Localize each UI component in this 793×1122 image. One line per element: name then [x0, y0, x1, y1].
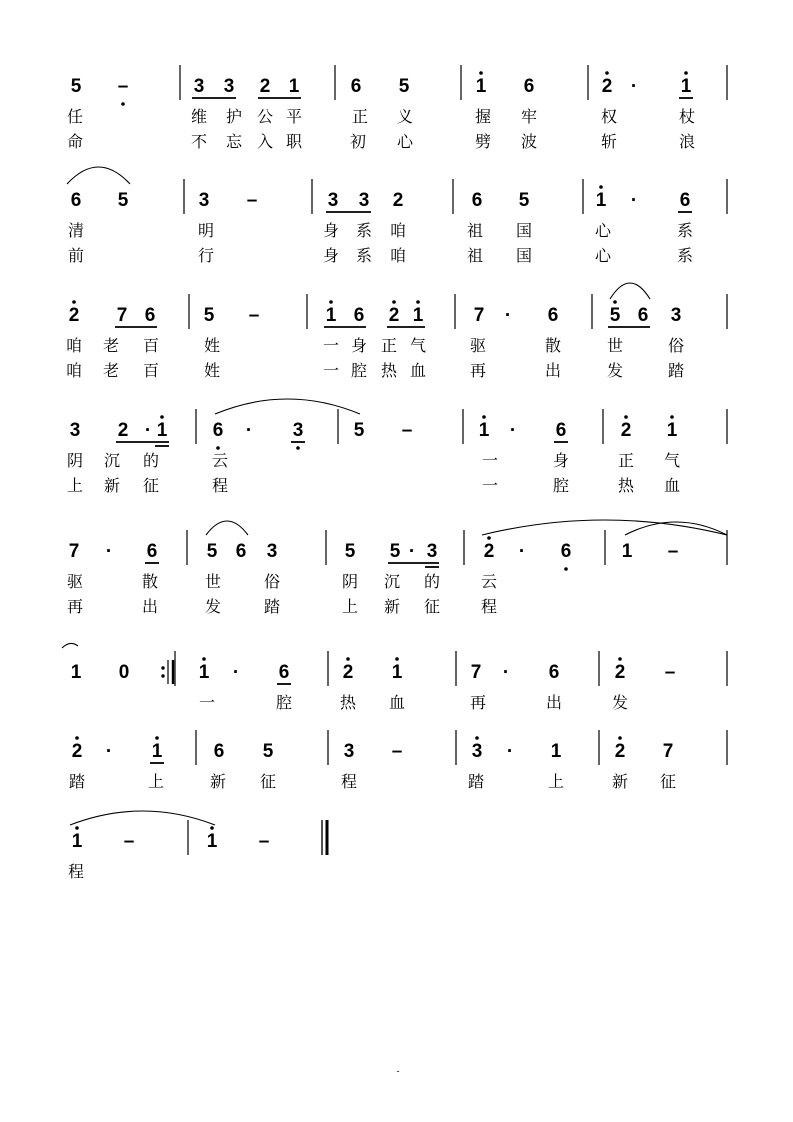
note-symbol: 6 [637, 305, 649, 326]
note-symbol: 6 [70, 190, 82, 211]
octave-dot-above [684, 71, 688, 75]
lyric-char: 再 [66, 597, 84, 616]
lyric-char: 热 [617, 476, 635, 495]
note-symbol: 3 [193, 76, 205, 97]
note-symbol: 3 [223, 76, 235, 97]
repeat-dot [161, 674, 164, 677]
note-symbol: 2 [259, 76, 271, 97]
note-symbol: 1 [666, 420, 678, 441]
note-symbol: 3 [670, 305, 682, 326]
lyric-char: 任 [66, 107, 84, 126]
note-symbol: 6 [212, 420, 224, 441]
note-symbol: 5 [70, 76, 82, 97]
octave-dot-above [155, 736, 159, 740]
note-symbol: 6 [555, 420, 567, 441]
lyric-char: 征 [142, 476, 160, 495]
lyric-char: 系 [676, 246, 694, 265]
octave-dot-below [216, 446, 220, 450]
note-symbol: 5 [518, 190, 530, 211]
lyric-char: 驱 [66, 572, 84, 591]
note-symbol: 6 [679, 190, 691, 211]
note-symbol: 1 [206, 831, 218, 852]
octave-dot-above [624, 415, 628, 419]
lyric-char: 云 [211, 451, 229, 470]
lyric-char: 血 [409, 361, 427, 380]
lyric-char: 不 [190, 132, 208, 151]
lyric-char: 阴 [66, 451, 84, 470]
note-symbol: 1 [680, 76, 692, 97]
octave-dot-above [160, 415, 164, 419]
octave-dot-above [482, 415, 486, 419]
note-symbol: 2 [117, 420, 129, 441]
lyric-char: 腔 [350, 361, 368, 380]
note-symbol: 3 [69, 420, 81, 441]
lyric-char: 公 [256, 107, 274, 126]
lyric-char: 初 [349, 132, 367, 151]
note-symbol: – [248, 305, 260, 326]
lyric-char: 沉 [103, 451, 121, 470]
lyric-char: 腔 [552, 476, 570, 495]
note-symbol: 1 [288, 76, 300, 97]
notes-layer [66, 76, 692, 852]
note-symbol: 5 [353, 420, 365, 441]
slur [206, 521, 248, 535]
note-symbol: 1 [595, 190, 607, 211]
note-symbol: · [630, 190, 638, 211]
lyric-char: 驱 [469, 336, 487, 355]
lyric-char: 发 [611, 693, 629, 712]
note-symbol: 1 [621, 541, 633, 562]
lyric-char: 程 [211, 476, 229, 495]
lyric-char: 前 [67, 246, 85, 265]
note-symbol: – [246, 190, 258, 211]
note-symbol: 2 [71, 741, 83, 762]
lyric-char: 咱 [389, 221, 407, 240]
note-symbol: 3 [426, 541, 438, 562]
note-symbol: 3 [198, 190, 210, 211]
note-symbol: 3 [327, 190, 339, 211]
lyric-char: 心 [594, 221, 612, 240]
tie-continuation [62, 643, 78, 648]
slur [625, 522, 727, 535]
note-symbol: 1 [550, 741, 562, 762]
octave-dot-above [72, 300, 76, 304]
lyric-char: 百 [142, 336, 160, 355]
lyric-char: 再 [469, 361, 487, 380]
lyric-char: 一 [481, 476, 499, 495]
page-number: - [396, 1066, 400, 1076]
lyric-char: 正 [380, 336, 398, 355]
note-symbol: 5 [398, 76, 410, 97]
lyric-char: 血 [388, 693, 406, 712]
note-symbol: 5 [203, 305, 215, 326]
note-symbol: · [630, 76, 638, 97]
octave-dot-above [346, 657, 350, 661]
lyric-char: 一 [322, 361, 340, 380]
lyric-char: 世 [606, 336, 624, 355]
note-symbol: 6 [547, 305, 559, 326]
note-symbol: – [391, 741, 403, 762]
lyric-char: 姓 [203, 336, 221, 355]
lyric-char: 征 [423, 597, 441, 616]
lyric-char: 新 [383, 597, 401, 616]
note-symbol: 6 [144, 305, 156, 326]
lyric-char: 踏 [467, 772, 485, 791]
lyric-char: 系 [355, 221, 373, 240]
lyric-char: 祖 [466, 221, 484, 240]
lyric-char: 国 [515, 246, 533, 265]
note-symbol: 2 [601, 76, 613, 97]
lyric-char: 劈 [474, 132, 492, 151]
octave-dot-above [475, 736, 479, 740]
lyric-char: 咱 [389, 246, 407, 265]
octave-dot-above [210, 826, 214, 830]
lyric-char: 波 [520, 132, 538, 151]
octave-dot-above [618, 657, 622, 661]
lyric-char: 国 [515, 221, 533, 240]
repeat-dot [161, 666, 164, 669]
note-symbol: – [401, 420, 413, 441]
octave-dot-above [670, 415, 674, 419]
note-symbol: 5 [609, 305, 621, 326]
note-symbol: 1 [325, 305, 337, 326]
note-symbol: – [117, 76, 129, 97]
note-symbol: 5 [117, 190, 129, 211]
lyric-char: 身 [322, 221, 340, 240]
lyric-char: 俗 [667, 336, 685, 355]
octave-dot-above [202, 657, 206, 661]
lyric-char: 热 [380, 361, 398, 380]
note-symbol: 6 [548, 662, 560, 683]
lyric-char: 一 [481, 451, 499, 470]
octave-dot-above [487, 536, 491, 540]
note-symbol: 3 [343, 741, 355, 762]
lyric-char: 新 [209, 772, 227, 791]
lyric-char: 腔 [275, 693, 293, 712]
lyric-char: 咱 [65, 336, 83, 355]
lyric-char: 出 [141, 597, 159, 616]
lyric-char: 一 [322, 336, 340, 355]
note-symbol: 5 [389, 541, 401, 562]
note-symbol: 3 [358, 190, 370, 211]
octave-dot-above [75, 736, 79, 740]
lyric-char: 的 [142, 451, 160, 470]
lyric-char: 上 [147, 772, 165, 791]
lyric-char: 俗 [263, 572, 281, 591]
note-symbol: 6 [560, 541, 572, 562]
slur [67, 167, 130, 184]
note-symbol: 2 [614, 741, 626, 762]
note-symbol: – [258, 831, 270, 852]
note-symbol: 2 [68, 305, 80, 326]
note-symbol: 3 [266, 541, 278, 562]
lyric-char: 血 [663, 476, 681, 495]
octave-dot-above [479, 71, 483, 75]
note-symbol: – [664, 662, 676, 683]
lyric-char: 老 [102, 361, 120, 380]
lyric-char: 阴 [341, 572, 359, 591]
octave-dot-above [392, 300, 396, 304]
note-symbol: 1 [391, 662, 403, 683]
lyric-char: 云 [480, 572, 498, 591]
slur [610, 283, 650, 299]
note-symbol: 1 [156, 420, 168, 441]
note-symbol: · [105, 741, 113, 762]
lyric-char: 程 [480, 597, 498, 616]
lyric-char: 平 [285, 107, 303, 126]
slur [70, 811, 215, 825]
lyric-char: 命 [66, 132, 84, 151]
lyric-char: 忘 [225, 132, 243, 151]
lyric-char: 散 [544, 336, 562, 355]
lyric-char: 心 [594, 246, 612, 265]
lyric-char: 正 [617, 451, 635, 470]
lyric-char: 入 [256, 132, 274, 151]
note-symbol: 1 [151, 741, 163, 762]
lyric-char: 征 [659, 772, 677, 791]
note-symbol: 2 [392, 190, 404, 211]
lyric-char: 发 [204, 597, 222, 616]
note-symbol: 2 [388, 305, 400, 326]
note-symbol: 0 [118, 662, 130, 683]
lyric-char: 踏 [68, 772, 86, 791]
lyric-char: 身 [552, 451, 570, 470]
note-symbol: 6 [471, 190, 483, 211]
note-symbol: 7 [116, 305, 128, 326]
lyric-char: 清 [67, 221, 85, 240]
note-symbol: · [245, 420, 253, 441]
lyric-char: 职 [285, 132, 303, 151]
note-symbol: 2 [620, 420, 632, 441]
note-symbol: 1 [70, 662, 82, 683]
lyric-char: 浪 [678, 132, 696, 151]
lyrics-layer [66, 107, 695, 881]
lyric-char: 气 [409, 336, 427, 355]
note-symbol: · [509, 420, 517, 441]
lyric-char: 明 [197, 221, 215, 240]
lyric-char: 出 [545, 693, 563, 712]
lyric-char: 气 [663, 451, 681, 470]
octave-dot-above [613, 300, 617, 304]
note-symbol: 3 [292, 420, 304, 441]
lyric-char: 祖 [466, 246, 484, 265]
lyric-char: 系 [355, 246, 373, 265]
lyric-char: 征 [259, 772, 277, 791]
octave-dot-above [618, 736, 622, 740]
lyric-char: 出 [544, 361, 562, 380]
lyric-char: 心 [396, 132, 414, 151]
note-symbol: 6 [213, 741, 225, 762]
note-symbol: · [408, 541, 416, 562]
lyric-char: 再 [469, 693, 487, 712]
lyric-char: 发 [606, 361, 624, 380]
lyric-char: 握 [474, 107, 492, 126]
note-symbol: · [232, 662, 240, 683]
octave-dot-below [564, 567, 568, 571]
note-symbol: 6 [350, 76, 362, 97]
note-symbol: 6 [523, 76, 535, 97]
lyric-char: 上 [341, 597, 359, 616]
note-symbol: · [144, 420, 152, 441]
octave-dot-above [599, 185, 603, 189]
lyric-char: 咱 [65, 361, 83, 380]
lyric-char: 沉 [383, 572, 401, 591]
note-symbol: 6 [235, 541, 247, 562]
lyric-char: 程 [67, 862, 85, 881]
note-symbol: 1 [71, 831, 83, 852]
note-symbol: – [667, 541, 679, 562]
lyric-char: 权 [600, 107, 618, 126]
lyric-char: 踏 [667, 361, 685, 380]
note-symbol: 3 [471, 741, 483, 762]
lyric-char: 护 [225, 107, 243, 126]
note-symbol: 1 [198, 662, 210, 683]
octave-dot-above [395, 657, 399, 661]
lyric-char: 身 [322, 246, 340, 265]
note-symbol: 6 [353, 305, 365, 326]
note-symbol: 7 [473, 305, 485, 326]
note-symbol: 7 [470, 662, 482, 683]
lyric-char: 斩 [600, 132, 618, 151]
lyric-char: 程 [340, 772, 358, 791]
note-symbol: 6 [278, 662, 290, 683]
note-symbol: 2 [614, 662, 626, 683]
lyric-char: 系 [676, 221, 694, 240]
lyric-char: 踏 [263, 597, 281, 616]
lyric-char: 正 [351, 107, 369, 126]
note-symbol: · [105, 541, 113, 562]
lyric-char: 世 [204, 572, 222, 591]
note-symbol: 5 [262, 741, 274, 762]
octave-dot-above [605, 71, 609, 75]
octave-dot-above [329, 300, 333, 304]
note-symbol: 7 [662, 741, 674, 762]
lyric-char: 牢 [520, 107, 538, 126]
lyric-char: 杖 [678, 107, 696, 126]
lyric-char: 老 [102, 336, 120, 355]
lyric-char: 行 [197, 246, 215, 265]
note-symbol: · [506, 741, 514, 762]
note-symbol: 6 [146, 541, 158, 562]
note-symbol: · [518, 541, 526, 562]
note-symbol: · [504, 305, 512, 326]
octave-dot-above [75, 826, 79, 830]
note-symbol: · [502, 662, 510, 683]
note-symbol: 2 [483, 541, 495, 562]
lyric-char: 上 [66, 476, 84, 495]
note-symbol: 5 [344, 541, 356, 562]
lyric-char: 身 [350, 336, 368, 355]
lyric-char: 热 [339, 693, 357, 712]
octave-dot-below [296, 446, 300, 450]
lyric-char: 散 [141, 572, 159, 591]
note-symbol: 1 [475, 76, 487, 97]
lyric-char: 上 [547, 772, 565, 791]
lyric-char: 新 [103, 476, 121, 495]
note-symbol: 1 [478, 420, 490, 441]
note-symbol: – [123, 831, 135, 852]
note-symbol: 2 [342, 662, 354, 683]
lyric-char: 的 [423, 572, 441, 591]
octave-dot-above [416, 300, 420, 304]
note-symbol: 7 [68, 541, 80, 562]
note-symbol: 5 [206, 541, 218, 562]
lyric-char: 一 [198, 693, 216, 712]
lyric-char: 百 [142, 361, 160, 380]
octave-dot-below [121, 102, 125, 106]
note-symbol: 1 [412, 305, 424, 326]
lyric-char: 新 [611, 772, 629, 791]
lyric-char: 姓 [203, 361, 221, 380]
lyric-char: 义 [396, 107, 414, 126]
lyric-char: 维 [190, 107, 208, 126]
